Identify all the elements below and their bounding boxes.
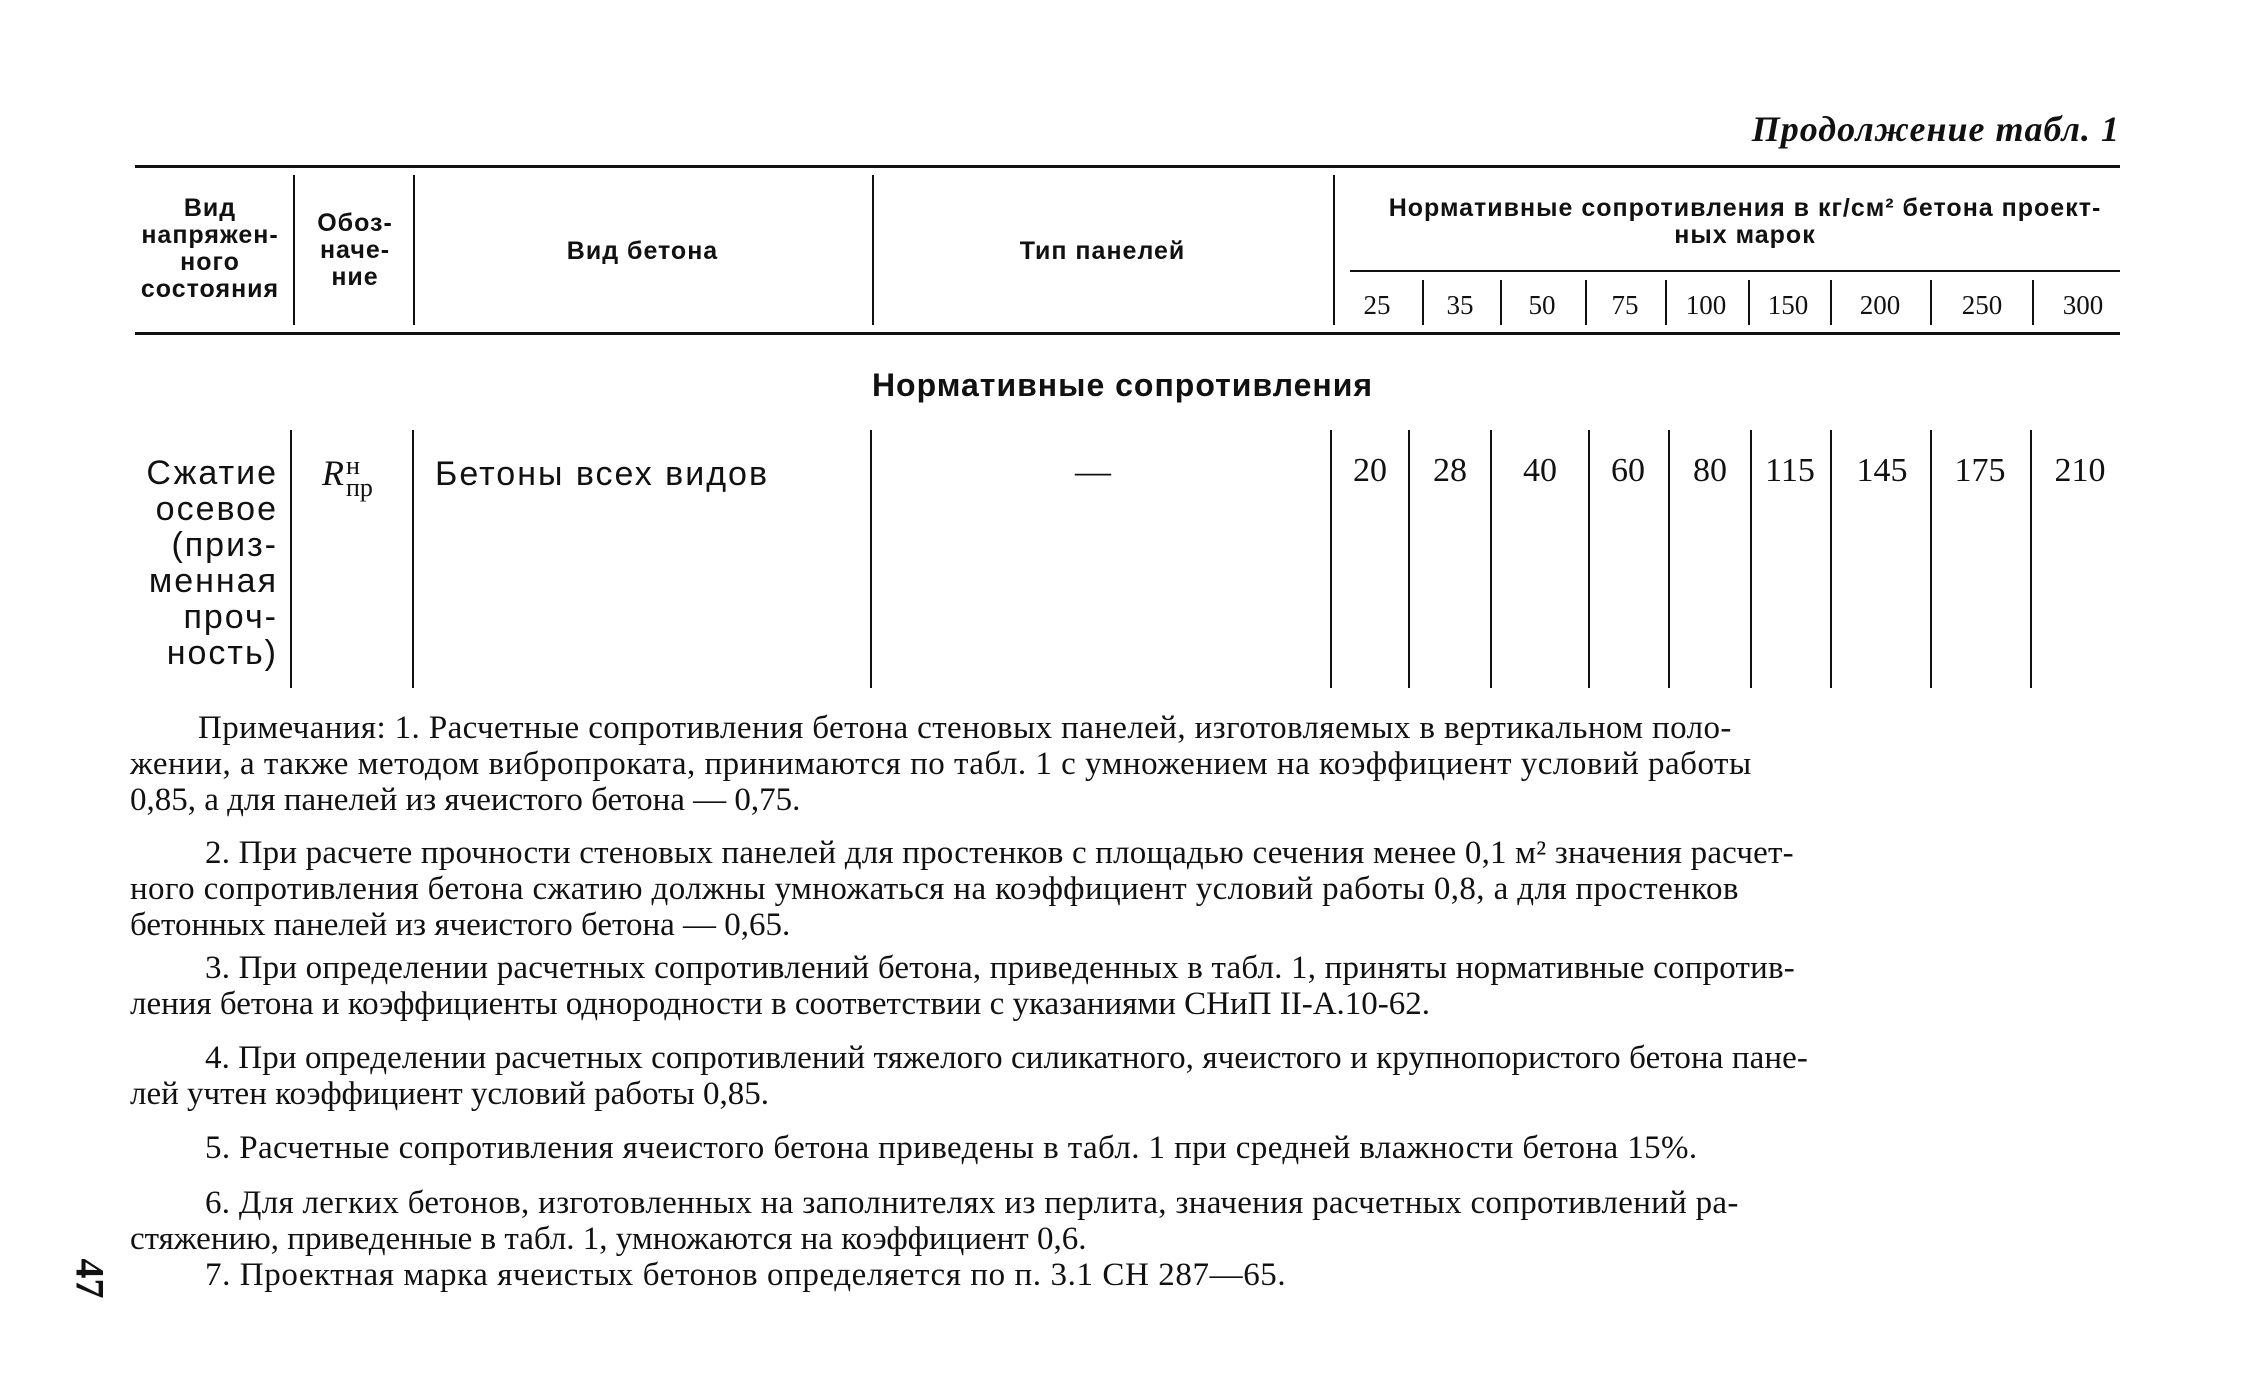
note-3: 3. При определении расчетных сопротивлений бетона, приведенных в табл. 1, приняты нормативные сопротив- ления бетона и коэффициенты однородности в соответствии с указаниями СНиП II-А.10-62. xyxy=(130,950,1795,1022)
row-value: 175 xyxy=(1954,452,2006,489)
grade-label: 35 xyxy=(1446,290,1474,320)
note-1: Примечания: 1. Расчетные сопротивления бетона стеновых панелей, изготовляемых в вертикальном поло- жении, а также методом вибропроката, принимаются по табл. 1 с умножением на коэффициент условий работы 0,85, а для панелей из ячеистого бетона — 0,75. xyxy=(130,710,1752,818)
grade-label: 300 xyxy=(2062,290,2104,320)
grade-divider xyxy=(1830,280,1832,325)
header-divider xyxy=(1333,175,1335,325)
row-value: 115 xyxy=(1765,452,1815,489)
note-6: 6. Для легких бетонов, изготовленных на заполнителях из перлита, значения расчетных сопротивлений ра- стяжению, приведенные в табл. 1, умножаются на коэффициент 0,6. xyxy=(130,1185,1739,1257)
table-continuation-label: Продолжение табл. 1 xyxy=(1751,109,2120,149)
page-number: 47 xyxy=(67,1258,113,1299)
row-concrete-type: Бетоны всех видов xyxy=(435,455,770,493)
grade-divider xyxy=(1930,280,1932,325)
row-stress-type: Сжатие осевое (приз- менная проч- ность) xyxy=(146,454,278,672)
note-5: 5. Расчетные сопротивления ячеистого бетона приведены в табл. 1 при средней влажности бетона 15%. xyxy=(205,1130,1698,1166)
grade-divider xyxy=(2032,280,2034,325)
body-divider xyxy=(412,430,414,688)
header-norm-resistances: Нормативные сопротивления в кг/см² бетона проект- ных марок xyxy=(1388,194,2102,249)
row-value: 60 xyxy=(1611,452,1645,489)
grade-label: 75 xyxy=(1611,290,1639,320)
body-divider xyxy=(1490,430,1492,688)
note-2: 2. При расчете прочности стеновых панелей для простенков с площадью сечения менее 0,1 м² значения расчет- ного сопротивления бетона сжатию должны умножаться на коэффициент условий работы 0,8, а для простенков бетонных панелей из ячеистого бетона — 0,65. xyxy=(130,835,1794,943)
grade-label: 150 xyxy=(1767,290,1809,320)
grade-label: 100 xyxy=(1685,290,1727,320)
header-concrete-type: Вид бетона xyxy=(566,237,719,265)
header-bottom-rule xyxy=(135,332,2120,335)
grade-label: 50 xyxy=(1528,290,1556,320)
header-symbol: Обоз- наче- ние xyxy=(317,209,393,291)
header-stress-type: Вид напряжен- ного состояния xyxy=(140,194,280,303)
body-divider xyxy=(1930,430,1932,688)
row-value: 145 xyxy=(1856,452,1908,489)
body-divider xyxy=(870,430,872,688)
grade-label: 250 xyxy=(1961,290,2003,320)
body-divider xyxy=(1830,430,1832,688)
body-divider xyxy=(290,430,292,688)
header-panel-type: Тип панелей xyxy=(1019,237,1186,265)
section-title: Нормативные сопротивления xyxy=(871,367,1374,403)
row-value: 20 xyxy=(1353,452,1387,489)
header-divider xyxy=(872,175,874,325)
body-divider xyxy=(2030,430,2032,688)
grade-label: 25 xyxy=(1363,290,1391,320)
grade-label: 200 xyxy=(1859,290,1901,320)
row-panel-type: — xyxy=(1075,451,1111,491)
note-7: 7. Проектная марка ячеистых бетонов определяется по п. 3.1 СН 287—65. xyxy=(205,1257,1287,1293)
row-value: 40 xyxy=(1523,452,1557,489)
row-symbol: R н пр xyxy=(322,450,373,502)
row-value: 80 xyxy=(1693,452,1727,489)
grades-rule xyxy=(1350,270,2120,272)
row-value: 210 xyxy=(2054,452,2106,489)
table-top-rule xyxy=(135,165,2120,168)
note-4: 4. При определении расчетных сопротивлений тяжелого силикатного, ячеистого и крупнопористого бетона пане- лей учтен коэффициент условий работы 0,85. xyxy=(130,1040,1808,1112)
row-value: 28 xyxy=(1433,452,1467,489)
